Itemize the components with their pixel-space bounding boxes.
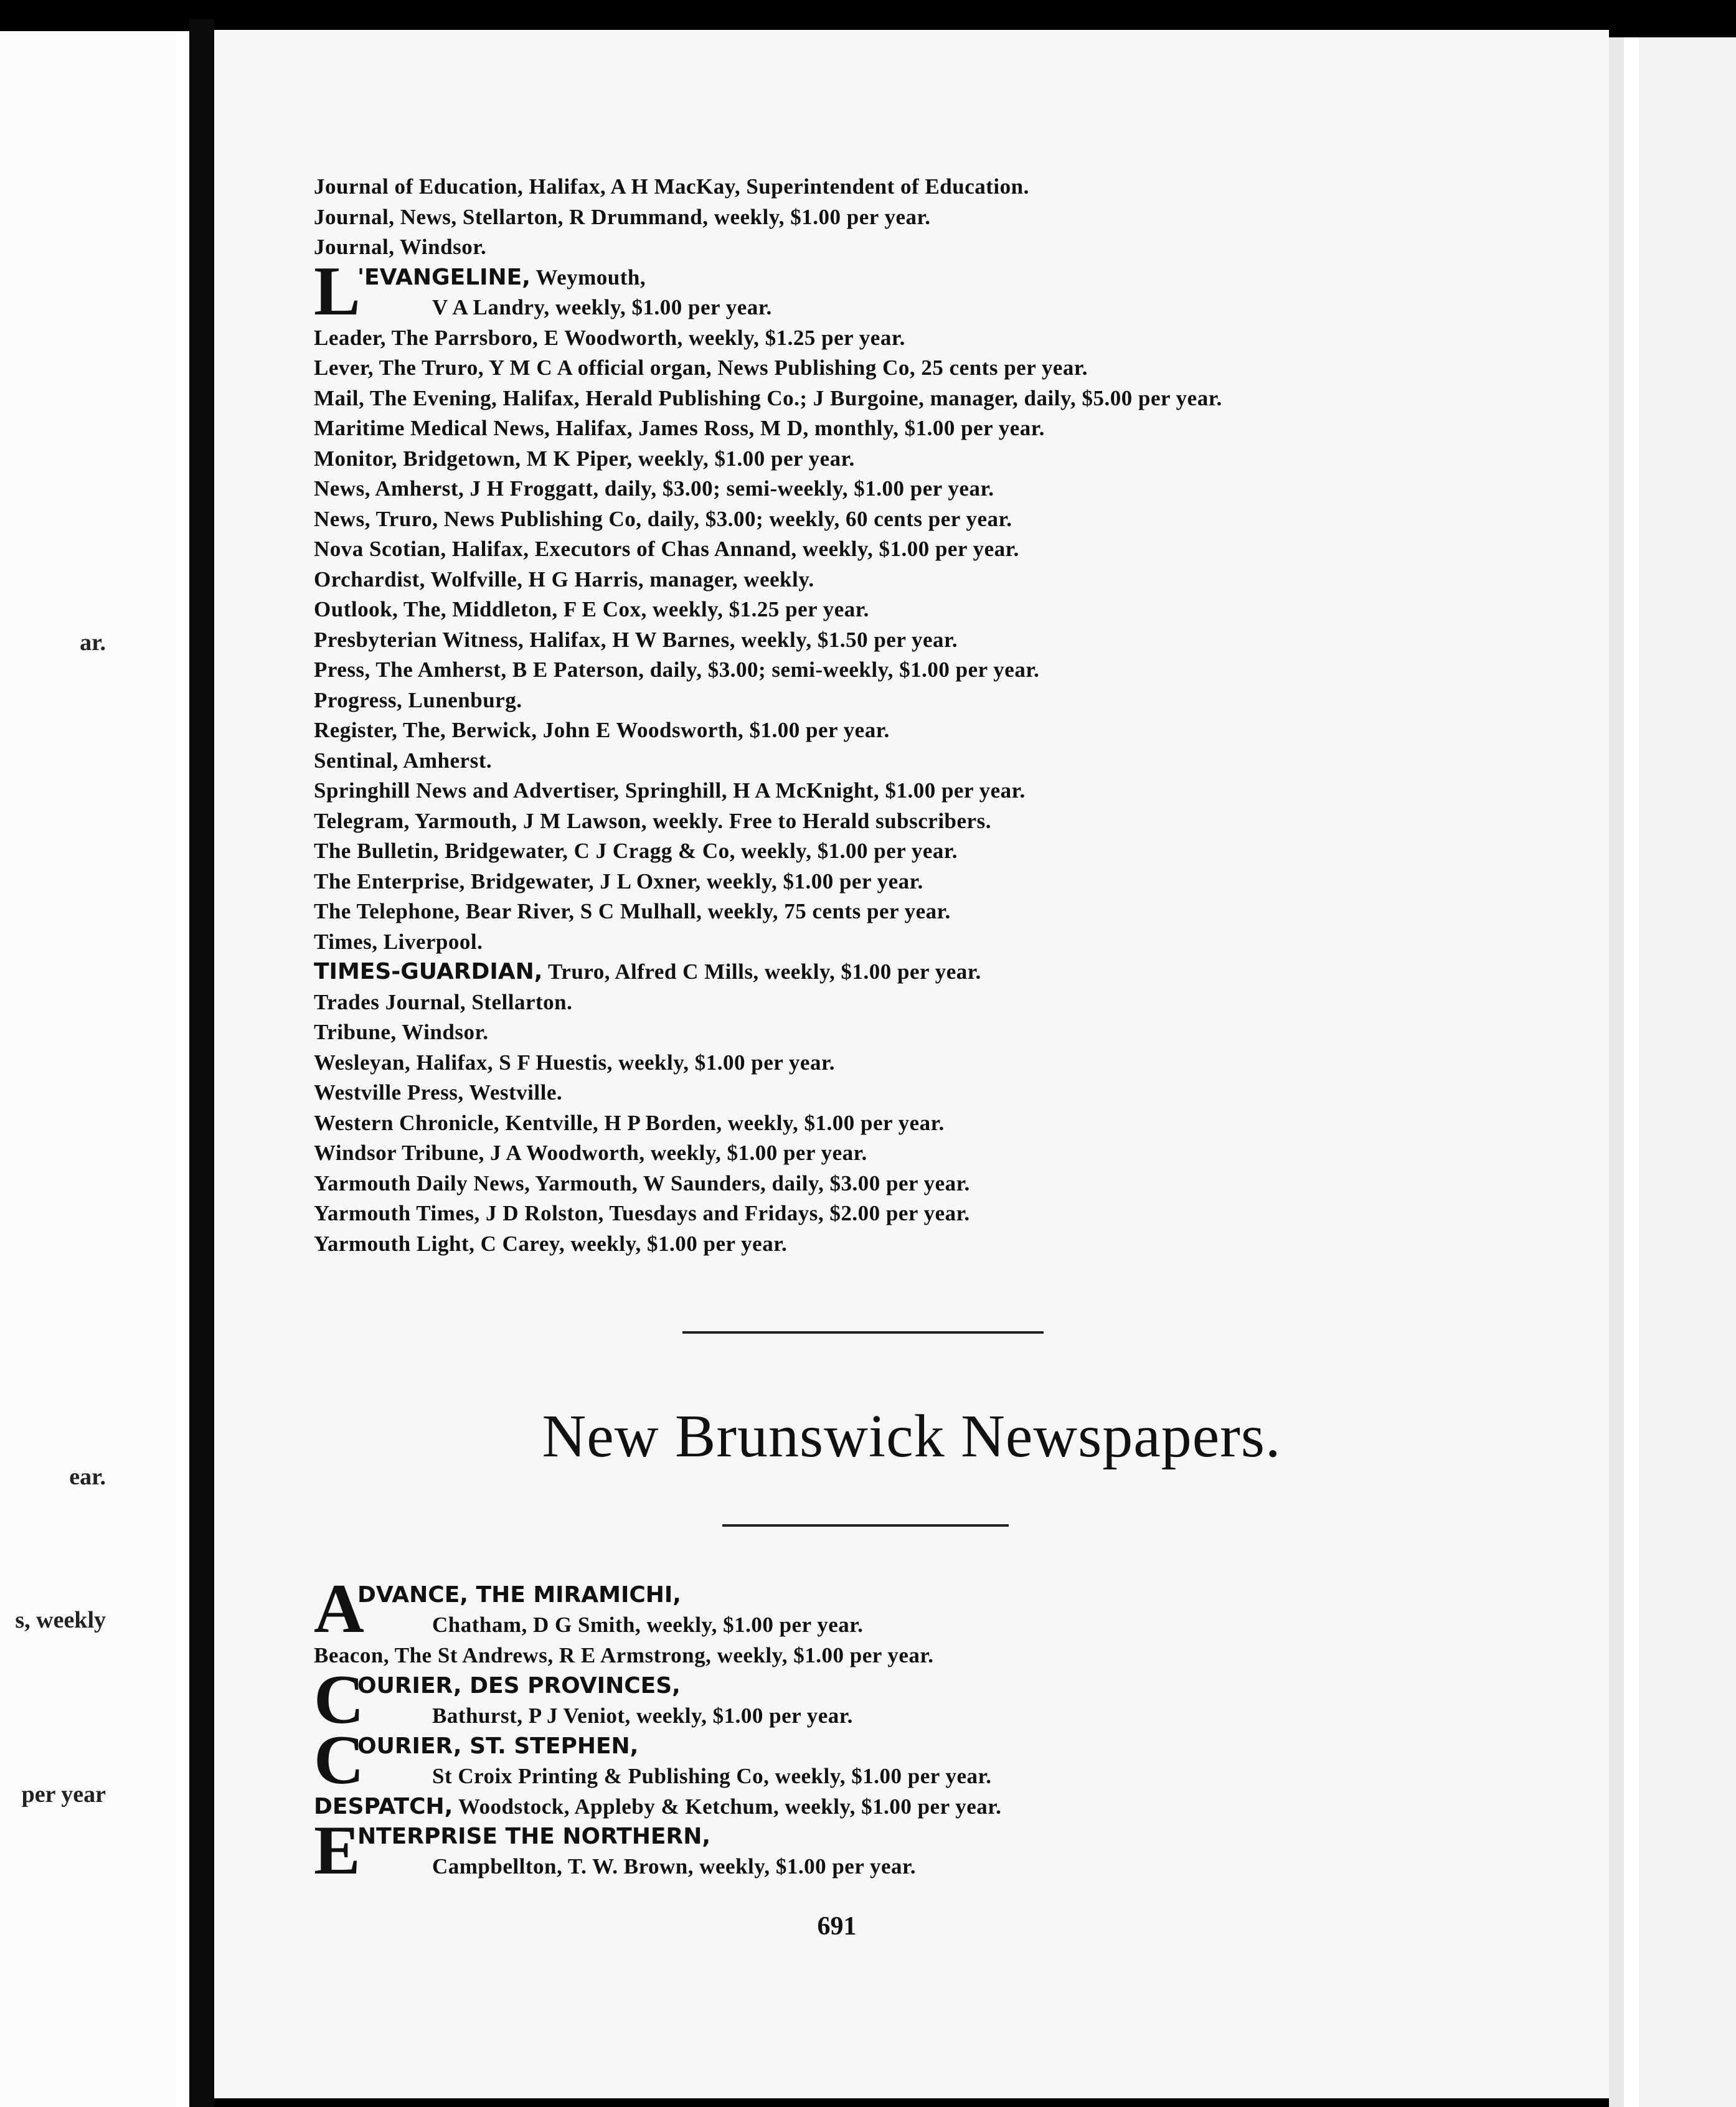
new-brunswick-list [314, 1570, 1584, 1889]
list-item: Lever, The Truro, Y M C A official organ, News Publishing Co, 25 cents per year. [314, 356, 1088, 380]
drop-cap-letter: C [314, 1721, 365, 1799]
entry-second-line: Bathurst, P J Veniot, weekly, $1.00 per year. [432, 1703, 853, 1728]
page-gutter [189, 19, 214, 2107]
drop-cap-letter: E [314, 1812, 361, 1889]
list-item: Telegram, Yarmouth, J M Lawson, weekly. Free to Herald subscribers. [314, 808, 991, 833]
page-edge-strip [1609, 37, 1624, 2107]
list-item: News, Amherst, J H Froggatt, daily, $3.00; semi-weekly, $1.00 per year. [314, 476, 994, 501]
list-item: Press, The Amherst, B E Paterson, daily, $3.00; semi-weekly, $1.00 per year. [314, 658, 1040, 682]
entry-detail: Woodstock, Appleby & Ketchum, weekly, $1.00 per year. [453, 1794, 1002, 1819]
prev-page-fragment: ar. [80, 629, 106, 656]
newspaper-name: OURIER, ST. STEPHEN, [357, 1733, 639, 1759]
list-item: Journal, Windsor. [314, 235, 487, 259]
list-item: Yarmouth Light, C Carey, weekly, $1.00 per year. [314, 1231, 788, 1256]
newspaper-name: DESPATCH, [314, 1793, 453, 1819]
list-item: Sentinal, Amherst. [314, 748, 493, 773]
next-page-edge [1639, 37, 1736, 2107]
newspaper-name: OURIER, DES PROVINCES, [357, 1672, 681, 1699]
list-item: Monitor, Bridgetown, M K Piper, weekly, $1.00 per year. [314, 446, 855, 471]
nova-scotia-list [314, 172, 1584, 1259]
entry-second-line: V A Landry, weekly, $1.00 per year. [432, 295, 772, 319]
list-item: Yarmouth Times, J D Rolston, Tuesdays and Fridays, $2.00 per year. [314, 1201, 970, 1225]
list-item-despatch [314, 1792, 1584, 1822]
list-item: Westville Press, Westville. [314, 1080, 563, 1105]
prev-page-fragment: per year [21, 1781, 106, 1808]
prev-page-fragment: s, weekly [15, 1607, 106, 1633]
list-item: Mail, The Evening, Halifax, Herald Publishing Co.; J Burgoine, manager, daily, $5.00 per year. [314, 385, 1222, 410]
list-item: Yarmouth Daily News, Yarmouth, W Saunders, daily, $3.00 per year. [314, 1171, 970, 1195]
previous-page-edge [0, 31, 176, 2107]
list-item: The Telephone, Bear River, S C Mulhall, weekly, 75 cents per year. [314, 899, 951, 923]
drop-cap-letter: A [314, 1570, 365, 1647]
list-item: Windsor Tribune, J A Woodworth, weekly, $1.00 per year. [314, 1141, 867, 1165]
binder-strip [176, 31, 189, 2107]
drop-cap-entry-courier-provinces [314, 1661, 1584, 1738]
list-item: Progress, Lunenburg. [314, 687, 522, 712]
list-item: Trades Journal, Stellarton. [314, 989, 573, 1014]
newspaper-name: NTERPRISE THE NORTHERN, [357, 1824, 710, 1849]
page-edge-bar [1624, 37, 1639, 2107]
document-page [214, 30, 1609, 2098]
list-item: Leader, The Parrsboro, E Woodworth, weekly, $1.25 per year. [314, 325, 905, 350]
list-item: Outlook, The, Middleton, F E Cox, weekly, $1.25 per year. [314, 597, 869, 621]
list-item: Western Chronicle, Kentville, H P Borden, weekly, $1.00 per year. [314, 1110, 945, 1135]
entry-detail: Weymouth, [530, 265, 646, 290]
entry-detail: Truro, Alfred C Mills, weekly, $1.00 per year. [542, 959, 981, 984]
list-item: Journal, News, Stellarton, R Drummand, weekly, $1.00 per year. [314, 204, 931, 229]
list-item: Beacon, The St Andrews, R E Armstrong, weekly, $1.00 per year. [314, 1643, 934, 1667]
newspaper-name: TIMES-GUARDIAN, [314, 959, 543, 984]
list-item: Times, Liverpool. [314, 929, 483, 954]
list-item: Tribune, Windsor. [314, 1020, 489, 1044]
page-number: 691 [817, 1912, 857, 1941]
list-item: Register, The, Berwick, John E Woodsworth, $1.00 per year. [314, 718, 890, 742]
list-item: Orchardist, Wolfville, H G Harris, manager, weekly. [314, 567, 814, 592]
list-item: Wesleyan, Halifax, S F Huestis, weekly, $1.00 per year. [314, 1050, 836, 1075]
list-item: Presbyterian Witness, Halifax, H W Barnes, weekly, $1.50 per year. [314, 627, 958, 652]
section-heading: New Brunswick Newspapers. [542, 1403, 1281, 1470]
list-item: Springhill News and Advertiser, Springhill, H A McKnight, $1.00 per year. [314, 778, 1026, 803]
section-divider-top [682, 1331, 1044, 1334]
list-item: The Bulletin, Bridgewater, C J Cragg & Co, weekly, $1.00 per year. [314, 839, 958, 863]
newspaper-name: DVANCE, THE MIRAMICHI, [357, 1582, 681, 1608]
drop-cap-letter: C [314, 1661, 365, 1738]
newspaper-name: 'EVANGELINE, [357, 264, 531, 290]
drop-cap-letter: L [314, 252, 361, 330]
drop-cap-entry-courier-st-stephen [314, 1721, 1584, 1799]
prev-page-fragment: ear. [69, 1464, 106, 1490]
drop-cap-entry-enterprise [314, 1812, 1584, 1889]
drop-cap-entry-evangeline [314, 252, 1584, 330]
entry-second-line: Campbellton, T. W. Brown, weekly, $1.00 per year. [432, 1854, 917, 1878]
entry-second-line: Chatham, D G Smith, weekly, $1.00 per year. [432, 1613, 864, 1637]
list-item: News, Truro, News Publishing Co, daily, $3.00; weekly, 60 cents per year. [314, 506, 1012, 531]
drop-cap-entry-advance [314, 1570, 1584, 1647]
list-item: Nova Scotian, Halifax, Executors of Chas Annand, weekly, $1.00 per year. [314, 537, 1019, 561]
list-item: Journal of Education, Halifax, A H MacKay, Superintendent of Education. [314, 174, 1029, 199]
section-divider-bottom [722, 1524, 1009, 1527]
entry-second-line: St Croix Printing & Publishing Co, weekly, $1.00 per year. [432, 1763, 992, 1788]
entry-first-line [357, 263, 646, 293]
list-item: Maritime Medical News, Halifax, James Ross, M D, monthly, $1.00 per year. [314, 416, 1045, 440]
list-item: The Enterprise, Bridgewater, J L Oxner, weekly, $1.00 per year. [314, 869, 923, 893]
list-item-times-guardian [314, 957, 1584, 988]
